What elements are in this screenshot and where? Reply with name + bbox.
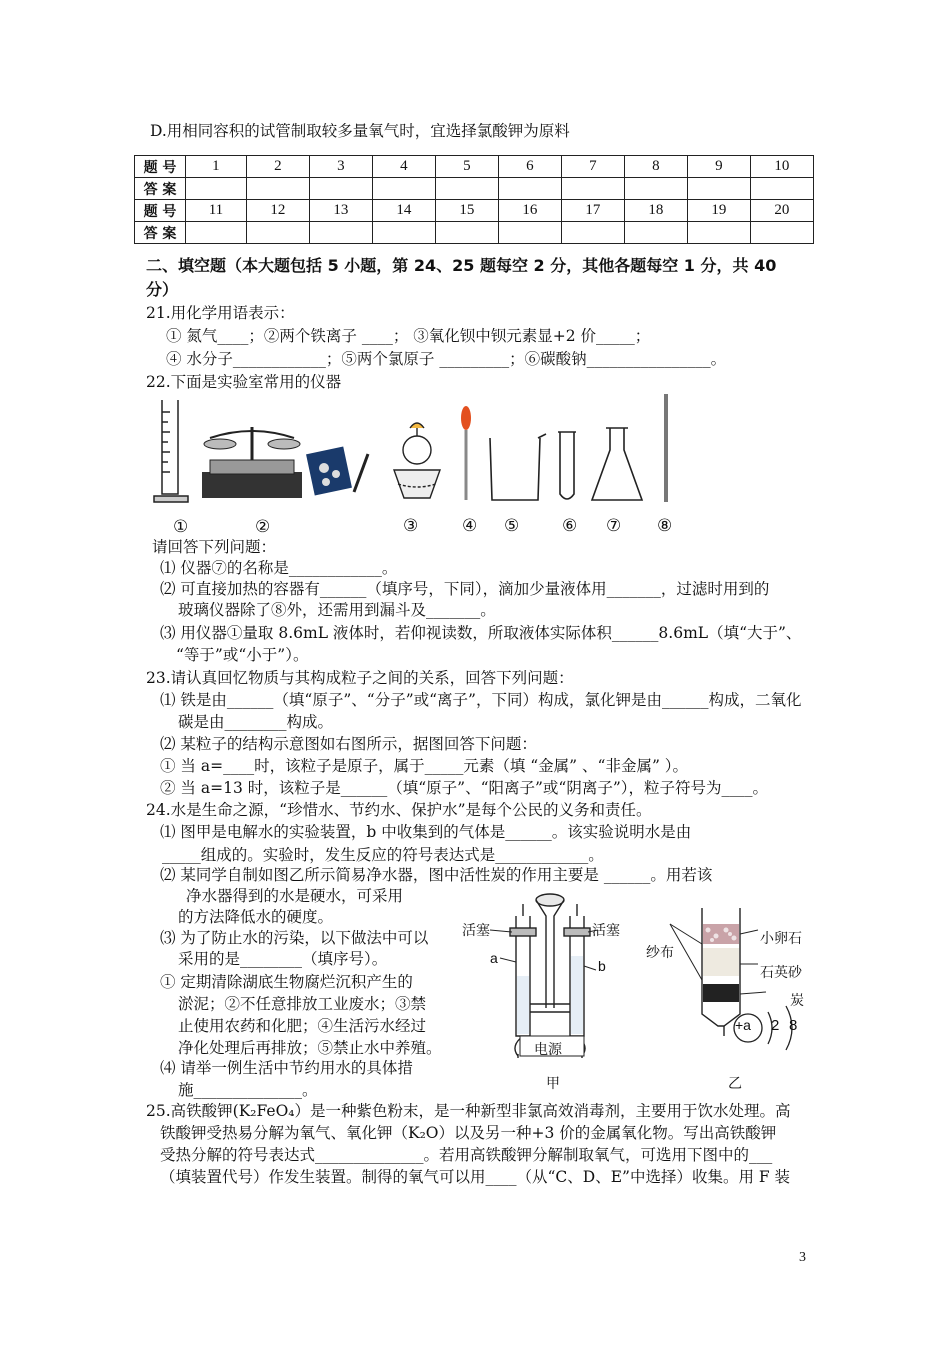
question-number: 3: [309, 156, 372, 178]
instrument-label-3: ③: [403, 516, 419, 536]
q25-line4: （填装置代号）作发生装置。制得的氧气可以用____（从“C、D、E”中选择）收集。用 F 装: [160, 1168, 791, 1186]
instrument-label-4: ④: [462, 516, 478, 536]
nucleus-charge: +a: [735, 1017, 751, 1033]
q24-part4-continued: 施______________。: [178, 1081, 318, 1099]
question-number: 9: [687, 156, 750, 178]
question-number: 8: [624, 156, 687, 178]
instrument-label-6: ⑥: [562, 516, 578, 536]
q24-part2-continued2: 的方法降低水的硬度。: [178, 908, 334, 926]
q23-part2-sub2: ② 当 a=13 时，该粒子是______（填“原子”、“阳离子”或“阴离子”），粒子符号为____。: [160, 779, 769, 797]
question-number: 10: [750, 156, 813, 178]
label-right-valve: 活塞: [592, 923, 620, 939]
question-number: 13: [309, 200, 372, 222]
q24-part2-continued: 净水器得到的水是硬水，可采用: [186, 887, 404, 905]
balance-icon: [202, 427, 368, 498]
electrolysis-apparatus-figure: [460, 886, 640, 1064]
answer-cell[interactable]: [246, 178, 309, 200]
graduated-cylinder-icon: [154, 400, 188, 502]
q24-part3: ⑶ 为了防止水的污染，以下做法中可以: [160, 929, 429, 947]
instrument-label-8: ⑧: [657, 516, 673, 536]
q21-line2: ④ 水分子____________；⑤两个氯原子 _________；⑥碳酸钠________________。: [166, 350, 727, 368]
q22-part3: ⑶ 用仪器①量取 8.6mL 液体时，若仰视读数，所取液体实际体积______8.6mL（填“大于”、: [160, 624, 802, 642]
label-b: b: [598, 958, 606, 974]
answer-cell[interactable]: [186, 178, 247, 200]
answer-cell[interactable]: [624, 222, 687, 244]
answer-cell[interactable]: [561, 222, 624, 244]
q24-part4: ⑷ 请举一例生活中节约用水的具体措: [160, 1059, 413, 1077]
alcohol-lamp-icon: [394, 423, 440, 498]
instrument-label-5: ⑤: [504, 516, 520, 536]
answer-cell[interactable]: [435, 222, 498, 244]
q23-part1-continued: 碳是由________构成。: [178, 713, 334, 731]
question-number: 19: [687, 200, 750, 222]
q24-options-3: 止使用农药和化肥；④生活污水经过: [178, 1017, 427, 1035]
q24-options: ① 定期清除湖底生物腐烂沉积产生的: [160, 973, 413, 991]
q24-options-4: 净化处理后再排放；⑤禁止水中养殖。: [178, 1039, 442, 1057]
q23-part2-sub1: ① 当 a=____时，该粒子是原子，属于_____元素（填 “金属” 、“非金属” ）。: [160, 757, 689, 775]
answer-cell[interactable]: [309, 178, 372, 200]
table-row: [135, 156, 814, 178]
question-number: 1: [186, 156, 247, 178]
label-a: a: [490, 950, 498, 966]
instrument-label-7: ⑦: [606, 516, 622, 536]
q24-part2: ⑵ 某同学自制如图乙所示简易净水器，图中活性炭的作用主要是 ______。用若该: [160, 866, 713, 884]
question-number: 15: [435, 200, 498, 222]
section-title-continued: 分）: [146, 280, 179, 299]
test-tube-icon: [558, 432, 576, 499]
row-header-answer: 答 案: [135, 222, 186, 244]
power-source-label: 电源: [534, 1042, 562, 1058]
q25-line2: 铁酸钾受热易分解为氧气、氧化钾（K₂O）以及另一种+3 价的金属氧化物。写出高铁酸钾: [160, 1124, 777, 1142]
q24-part1-continued: _____组成的。实验时，发生反应的符号表达式是____________。: [162, 846, 604, 864]
page-number: 3: [799, 1250, 806, 1265]
conical-flask-icon: [592, 428, 642, 500]
question-number: 6: [498, 156, 561, 178]
question-number: 5: [435, 156, 498, 178]
question-number: 11: [186, 200, 247, 222]
q23-part1: ⑴ 铁是由______（填“原子”、“分子”或“离子”，下同）构成，氯化钾是由______构成，二氧化: [160, 691, 802, 709]
q22-part3-continued: “等于”或“小于”）。: [176, 646, 309, 664]
row-header-question: 题 号: [135, 200, 186, 222]
answer-cell[interactable]: [750, 178, 813, 200]
instrument-label-1: ①: [173, 517, 189, 537]
answer-table: [134, 155, 814, 244]
label-activated-carbon: 炭: [790, 993, 804, 1009]
answer-cell[interactable]: [186, 222, 247, 244]
q24-part3-continued: 采用的是________（填序号）。: [178, 950, 388, 968]
q22-part2-continued: 玻璃仪器除了⑧外，还需用到漏斗及_______。: [178, 601, 496, 619]
dropper-icon: [461, 406, 471, 500]
q23-stem: 23.请认真回忆物质与其构成粒子之间的关系，回答下列问题：: [146, 669, 574, 687]
answer-cell[interactable]: [687, 222, 750, 244]
q24-part1: ⑴ 图甲是电解水的实验装置，b 中收集到的气体是______。该实验说明水是由: [160, 823, 692, 841]
label-pebble: 小卵石: [760, 931, 802, 947]
answer-cell[interactable]: [750, 222, 813, 244]
q25-line3: 受热分解的符号表达式______________。若用高铁酸钾分解制取氧气，可选用下图中的___: [160, 1146, 773, 1164]
beaker-icon: [490, 434, 546, 500]
q22-part1: ⑴ 仪器⑦的名称是____________。: [160, 559, 398, 577]
row-header-question: 题 号: [135, 156, 186, 178]
electron-shell-1: 2: [771, 1017, 780, 1034]
option-d-text: D.用相同容积的试管制取较多量氧气时，宜选择氯酸钾为原料: [150, 122, 570, 140]
answer-cell[interactable]: [246, 222, 309, 244]
q24-stem: 24.水是生命之源，“珍惜水、节约水、保护水”是每个公民的义务和责任。: [146, 801, 652, 819]
answer-cell[interactable]: [687, 178, 750, 200]
figure-jia-caption: 甲: [546, 1076, 560, 1092]
q22-part2: ⑵ 可直接加热的容器有______（填序号，下同），滴加少量液体用_______，过滤时用到的: [160, 580, 770, 598]
question-number: 16: [498, 200, 561, 222]
q21-line1: ① 氮气____；②两个铁离子 ____； ③氧化钡中钡元素显+2 价_____；: [166, 327, 651, 345]
answer-cell[interactable]: [372, 222, 435, 244]
answer-cell[interactable]: [435, 178, 498, 200]
q21-stem: 21.用化学用语表示：: [146, 304, 295, 322]
label-quartz-sand: 石英砂: [760, 965, 802, 981]
table-row: [135, 178, 814, 200]
question-number: 12: [246, 200, 309, 222]
row-header-answer: 答 案: [135, 178, 186, 200]
answer-cell[interactable]: [498, 222, 561, 244]
table-row: [135, 222, 814, 244]
answer-cell[interactable]: [309, 222, 372, 244]
q22-prompt: 请回答下列问题：: [152, 538, 277, 556]
answer-cell[interactable]: [372, 178, 435, 200]
question-number: 20: [750, 200, 813, 222]
figure-yi-caption: 乙: [728, 1076, 742, 1092]
section-title: 二、填空题（本大题包括 5 小题，第 24、25 题每空 2 分，其他各题每空 1 分，共 40: [146, 256, 777, 275]
question-number: 2: [246, 156, 309, 178]
label-left-valve: 活塞: [462, 923, 490, 939]
answer-cell[interactable]: [498, 178, 561, 200]
instrument-label-2: ②: [255, 517, 271, 537]
q22-stem: 22.下面是实验室常用的仪器: [146, 373, 342, 391]
q23-part2: ⑵ 某粒子的结构示意图如右图所示，据图回答下问题：: [160, 735, 537, 753]
q24-options-2: 淤泥；②不任意排放工业废水；③禁: [178, 995, 427, 1013]
question-number: 4: [372, 156, 435, 178]
answer-cell[interactable]: [624, 178, 687, 200]
table-row: [135, 200, 814, 222]
question-number: 17: [561, 200, 624, 222]
q25-line1: 25.高铁酸钾(K₂FeO₄）是一种紫色粉末，是一种新型非氯高效消毒剂，主要用于饮水处理。高: [146, 1102, 791, 1120]
question-number: 14: [372, 200, 435, 222]
question-number: 7: [561, 156, 624, 178]
question-number: 18: [624, 200, 687, 222]
answer-cell[interactable]: [561, 178, 624, 200]
label-gauze: 纱布: [646, 945, 674, 961]
electron-shell-2: 8: [789, 1017, 798, 1034]
